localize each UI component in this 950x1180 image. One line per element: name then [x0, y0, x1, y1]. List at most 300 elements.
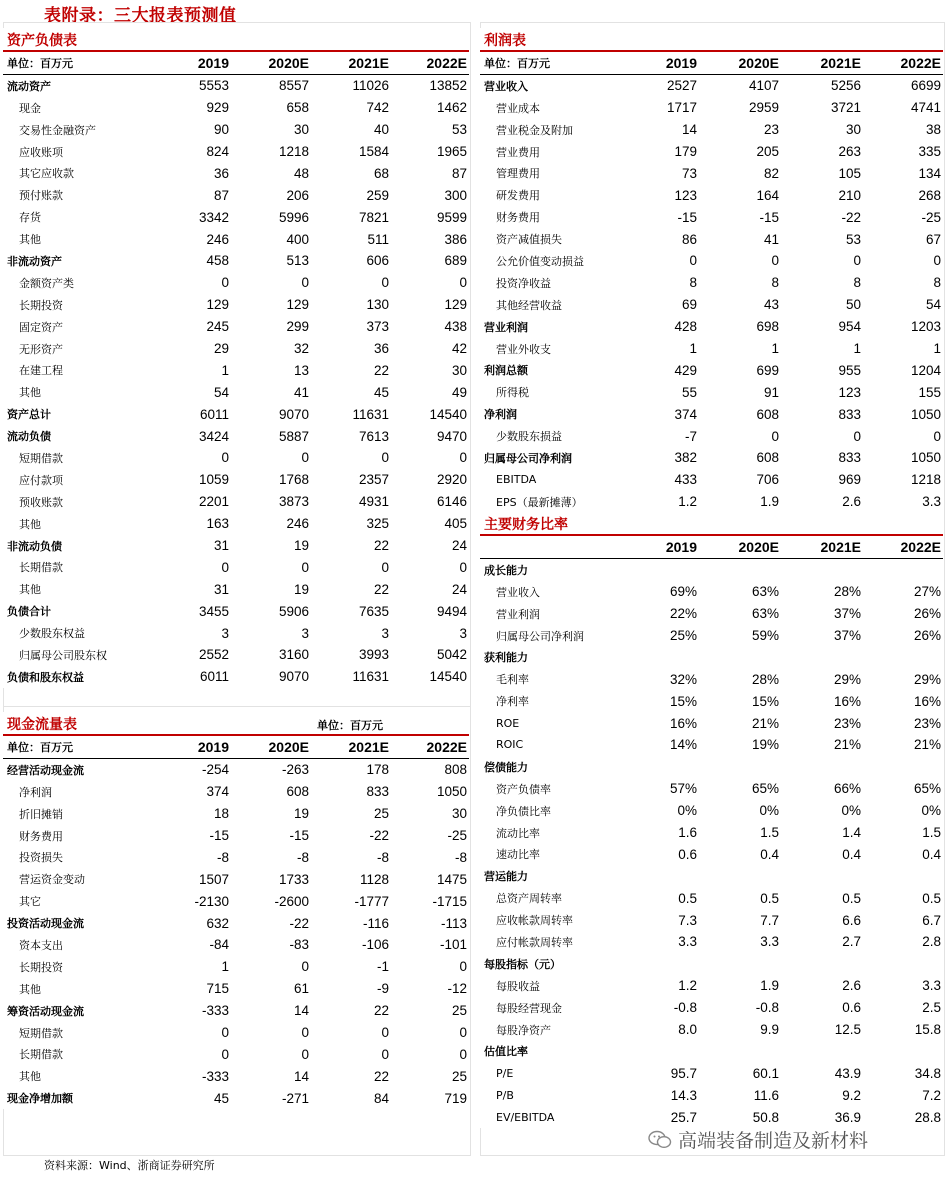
row-label: 归属母公司股东权 — [19, 648, 107, 662]
cell-value: 57% — [669, 781, 697, 797]
cell-value: 0.5 — [760, 890, 779, 906]
cell-value: 66% — [833, 781, 861, 797]
cell-value: 374 — [206, 784, 229, 800]
row-label: 营运能力 — [484, 870, 528, 884]
footer-source: 资料来源：Wind、浙商证券研究所 — [44, 1159, 215, 1172]
year-header: 2022E — [863, 52, 943, 74]
row-label: 总资产周转率 — [496, 892, 562, 906]
cell-value: 69% — [669, 584, 697, 600]
cell-value: 0 — [301, 959, 309, 975]
cell-value: 2.6 — [842, 978, 861, 994]
cell-value: 43 — [763, 297, 779, 313]
row-label: 其他 — [19, 517, 41, 531]
table-row — [480, 953, 943, 975]
cash-flow-title-bar — [3, 712, 469, 736]
table-row — [3, 403, 469, 425]
cell-value: 0 — [301, 1046, 309, 1062]
cell-value: 19 — [293, 581, 309, 597]
cell-value: 2.7 — [842, 934, 861, 950]
cell-value: 632 — [206, 915, 229, 931]
cell-value: -0.8 — [673, 1000, 697, 1016]
cell-value: 23% — [833, 715, 861, 731]
cell-value: 1.5 — [922, 825, 941, 841]
cell-value: 5042 — [436, 647, 467, 663]
table-row — [480, 491, 943, 513]
table-row — [480, 359, 943, 381]
row-label: 毛利率 — [496, 673, 529, 687]
cell-value: 19 — [293, 806, 309, 822]
cell-value: 30 — [451, 362, 467, 378]
cell-value: 0 — [301, 450, 309, 466]
table-row — [3, 228, 469, 250]
table-row — [3, 119, 469, 141]
cell-value: 245 — [206, 319, 229, 335]
table-row — [3, 491, 469, 513]
ratios-panel — [480, 512, 943, 1128]
cell-value: -101 — [439, 937, 467, 953]
table-row — [3, 381, 469, 403]
table-row — [480, 294, 943, 316]
row-label: 应付帐款周转率 — [496, 935, 573, 949]
table-row — [3, 934, 469, 956]
cell-value: 19% — [751, 737, 779, 753]
cell-value: -106 — [361, 937, 389, 953]
cell-value: 179 — [674, 144, 697, 159]
cell-value: 5553 — [198, 78, 229, 94]
cell-value: 2201 — [198, 494, 229, 510]
cell-value: 6011 — [199, 406, 229, 422]
cell-value: 22 — [373, 362, 389, 378]
table-row — [480, 162, 943, 184]
cell-value: 0% — [921, 803, 941, 819]
cell-value: 123 — [838, 384, 861, 400]
row-label: 资产负债率 — [496, 782, 551, 796]
income-panel — [480, 28, 943, 513]
cell-value: 0 — [301, 275, 309, 291]
cell-value: 3424 — [198, 428, 229, 444]
cell-value: 7635 — [358, 603, 389, 619]
cell-value — [699, 1040, 781, 1062]
table-row — [480, 316, 943, 338]
cell-value: 29% — [833, 671, 861, 687]
table-row — [480, 119, 943, 141]
cell-value: -2600 — [274, 893, 309, 909]
cell-value: 3721 — [830, 100, 861, 116]
cell-value: 37% — [833, 606, 861, 622]
cell-value: 1.9 — [760, 494, 779, 510]
cell-value: 0 — [301, 1025, 309, 1041]
row-label: 长期投资 — [19, 298, 63, 312]
cell-value: -12 — [447, 981, 467, 997]
table-row — [3, 825, 469, 847]
cell-value: 3160 — [278, 647, 309, 663]
table-row — [480, 668, 943, 690]
row-label: 净利润 — [19, 785, 52, 799]
cell-value: 2959 — [748, 100, 779, 116]
cell-value: -113 — [440, 915, 467, 931]
cell-value: 24 — [451, 581, 467, 597]
table-row — [480, 822, 943, 844]
table-row — [480, 447, 943, 469]
cell-value: 833 — [838, 450, 861, 466]
cell-value — [621, 865, 699, 887]
cell-value: 0 — [381, 1046, 389, 1062]
row-label: 短期借款 — [19, 1026, 63, 1040]
cell-value: 63% — [751, 584, 779, 600]
cash-flow-table — [3, 736, 469, 1109]
table-row — [3, 912, 469, 934]
cell-value: 14 — [681, 122, 697, 138]
cell-value: 373 — [366, 319, 389, 335]
cell-value: 405 — [444, 516, 467, 532]
cell-value — [781, 1040, 863, 1062]
year-header: 2020E — [699, 536, 781, 558]
cell-value: 1.5 — [760, 825, 779, 841]
cell-value — [621, 1040, 699, 1062]
row-label: 非流动资产 — [7, 254, 62, 268]
cell-value: 8 — [853, 275, 861, 291]
cell-value: 84 — [373, 1090, 389, 1106]
table-row — [480, 843, 943, 865]
cell-value: 1.6 — [678, 825, 697, 841]
cell-value: 0 — [853, 253, 861, 269]
cell-value: 429 — [674, 362, 697, 378]
cell-value: 28% — [751, 671, 779, 687]
row-label: 每股净资产 — [496, 1023, 551, 1037]
cell-value: 105 — [838, 165, 861, 181]
row-label: 其他经营收益 — [496, 298, 562, 312]
table-row — [3, 97, 469, 119]
cell-value: 34.8 — [914, 1065, 941, 1081]
table-row — [3, 846, 469, 868]
cell-value — [781, 865, 863, 887]
table-row — [3, 250, 469, 272]
cell-value: 8 — [933, 275, 941, 291]
cell-value: 1.9 — [760, 978, 779, 994]
cell-value: 699 — [756, 362, 779, 378]
cell-value: 129 — [444, 297, 467, 313]
cell-value: 134 — [918, 165, 941, 181]
table-row — [3, 425, 469, 447]
table-header-row — [3, 52, 469, 74]
cell-value: 15.8 — [914, 1022, 941, 1038]
year-header: 2020E — [231, 736, 311, 758]
cell-value: 21% — [913, 737, 941, 753]
cell-value: 458 — [206, 253, 229, 269]
row-label: 现金 — [19, 101, 41, 115]
table-row — [3, 1065, 469, 1087]
row-label: 筹资活动现金流 — [7, 1004, 84, 1018]
row-label: 交易性金融资产 — [19, 123, 96, 137]
cell-value: 268 — [918, 187, 941, 203]
cell-value: 5996 — [278, 209, 309, 225]
row-label: 其他 — [19, 233, 41, 247]
cell-value: 14.3 — [670, 1087, 697, 1103]
row-label: 资本支出 — [19, 938, 63, 952]
table-row — [480, 865, 943, 887]
cell-value: 9470 — [436, 428, 467, 444]
year-header: 2020E — [231, 52, 311, 74]
year-header: 2021E — [311, 736, 391, 758]
cell-value: 11026 — [352, 78, 389, 94]
cell-value: 1584 — [358, 144, 389, 159]
cell-value: 1218 — [278, 144, 309, 159]
row-label: 其他 — [19, 583, 41, 597]
table-row — [480, 206, 943, 228]
cell-value: -8 — [454, 849, 467, 865]
cell-value: 3 — [459, 625, 467, 641]
table-row — [3, 600, 469, 622]
cell-value: 1475 — [436, 871, 467, 887]
cell-value: 6011 — [199, 669, 229, 685]
row-label: ROE — [496, 716, 520, 730]
balance-sheet-table — [3, 52, 469, 688]
row-label: 其他 — [19, 386, 41, 400]
table-row — [480, 1040, 943, 1062]
row-label: 营运资金变动 — [19, 873, 85, 887]
balance-sheet-title: 资产负债表 — [7, 33, 77, 49]
cell-value: 1050 — [910, 406, 941, 422]
cell-value: 3 — [381, 625, 389, 641]
cell-value: 263 — [838, 144, 861, 159]
cell-value: 15% — [751, 693, 779, 709]
cell-value: 55 — [681, 384, 697, 400]
cell-value: 130 — [366, 297, 389, 313]
cell-value: 8 — [689, 275, 697, 291]
table-row — [3, 316, 469, 338]
row-label: EV/EBITDA — [496, 1110, 555, 1124]
table-row — [3, 803, 469, 825]
cell-value: 325 — [366, 516, 389, 532]
cell-value: 1204 — [910, 362, 941, 378]
cell-value: 11.6 — [753, 1087, 779, 1103]
cell-value: 91 — [763, 384, 779, 400]
row-label: 资产减值损失 — [496, 233, 562, 247]
income-title-bar — [480, 28, 943, 52]
cell-value: 9070 — [278, 406, 309, 422]
cell-value: 608 — [756, 406, 779, 422]
cell-value — [699, 558, 781, 580]
cell-value: 742 — [366, 100, 389, 116]
cell-value: 0 — [933, 253, 941, 269]
cell-value: 86 — [681, 231, 697, 247]
table-header-row — [480, 52, 943, 74]
cell-value: 2357 — [358, 472, 389, 488]
cell-value: 68 — [373, 165, 389, 181]
cell-value: 7.3 — [678, 912, 697, 928]
cell-value: 50.8 — [752, 1109, 779, 1125]
row-label: 长期投资 — [19, 960, 63, 974]
cell-value: 0.6 — [842, 1000, 861, 1016]
row-label: 营业收入 — [484, 79, 528, 93]
cell-value: 14540 — [429, 406, 467, 422]
cell-value: 929 — [206, 100, 229, 116]
cell-value: 0% — [677, 803, 697, 819]
table-row — [480, 338, 943, 360]
table-row — [480, 690, 943, 712]
cell-value: -8 — [296, 849, 309, 865]
cell-value: 21% — [751, 715, 779, 731]
cell-value: 1 — [853, 341, 861, 357]
cell-value: -15 — [759, 209, 779, 225]
cell-value: 3.3 — [760, 934, 779, 950]
unit-label: 单位：百万元 — [480, 52, 621, 74]
row-label: 净利率 — [496, 695, 529, 709]
cell-value: 129 — [286, 297, 309, 313]
row-label: 预付账款 — [19, 189, 63, 203]
cell-value: 87 — [451, 165, 467, 181]
ratios-title: 主要财务比率 — [484, 517, 568, 533]
cell-value: 706 — [756, 472, 779, 488]
cell-value: 13 — [293, 362, 309, 378]
row-label: 成长能力 — [484, 563, 528, 577]
cell-value: 0 — [459, 275, 467, 291]
cell-value: 6.6 — [842, 912, 861, 928]
cell-value: -25 — [447, 828, 467, 843]
cell-value: 54 — [925, 297, 941, 313]
cell-value: 969 — [838, 472, 861, 488]
table-row — [480, 97, 943, 119]
table-row — [3, 578, 469, 600]
cell-value: 54 — [213, 384, 229, 400]
row-label: 少数股东权益 — [19, 627, 85, 641]
cell-value — [621, 953, 699, 975]
cell-value: 45 — [373, 384, 389, 400]
cell-value: 4107 — [748, 78, 779, 94]
table-header-row — [480, 536, 943, 558]
cell-value: -333 — [201, 1003, 229, 1019]
cell-value: 0 — [689, 253, 697, 269]
row-label: 其他 — [19, 982, 41, 996]
cell-value — [863, 756, 943, 778]
cell-value: 1059 — [198, 472, 229, 488]
row-label: 营业收入 — [496, 585, 540, 599]
cell-value: 0 — [459, 1025, 467, 1041]
cell-value: 513 — [286, 253, 309, 269]
cell-value: 698 — [756, 319, 779, 335]
cell-value: -1777 — [354, 893, 389, 909]
cell-value: -84 — [209, 937, 229, 953]
cell-value — [781, 953, 863, 975]
table-row — [480, 1062, 943, 1084]
cell-value: 3.3 — [678, 934, 697, 950]
table-row — [3, 141, 469, 163]
cell-value: 25 — [451, 1068, 467, 1084]
cell-value: 1050 — [436, 784, 467, 800]
cell-value: 1717 — [666, 100, 697, 116]
ratios-table — [480, 536, 943, 1128]
cell-value: -333 — [201, 1068, 229, 1084]
row-label: 营业利润 — [496, 607, 540, 621]
table-row — [480, 909, 943, 931]
table-row — [3, 622, 469, 644]
table-row — [3, 868, 469, 890]
cell-value: -15 — [677, 209, 697, 225]
table-row — [480, 625, 943, 647]
cell-value: 1965 — [436, 144, 467, 159]
cell-value: 49 — [451, 384, 467, 400]
year-header: 2019 — [621, 536, 699, 558]
cell-value: 374 — [674, 406, 697, 422]
cell-value: 1733 — [278, 871, 309, 887]
cell-value: 36 — [373, 341, 389, 357]
income-table — [480, 52, 943, 513]
cell-value: 206 — [286, 187, 309, 203]
cell-value: -83 — [289, 937, 309, 953]
cell-value — [863, 953, 943, 975]
cell-value: 129 — [206, 297, 229, 313]
cell-value: -8 — [216, 849, 229, 865]
table-row — [3, 781, 469, 803]
row-label: 现金净增加额 — [7, 1092, 73, 1106]
cell-value: 1 — [221, 362, 229, 378]
table-row — [480, 734, 943, 756]
table-row — [480, 1019, 943, 1041]
cell-value: 21% — [833, 737, 861, 753]
cell-value: 16% — [833, 693, 861, 709]
cell-value: 0 — [853, 428, 861, 444]
cell-value: 16% — [913, 693, 941, 709]
cell-value: 29% — [913, 671, 941, 687]
cell-value: 3873 — [278, 494, 309, 510]
watermark — [648, 1126, 868, 1155]
cell-value: 0.4 — [842, 846, 861, 862]
table-row — [480, 272, 943, 294]
cell-value: 37% — [833, 628, 861, 643]
table-row — [3, 469, 469, 491]
cell-value: 1 — [221, 959, 229, 975]
row-label: ROIC — [496, 738, 524, 752]
cell-value: 8 — [771, 275, 779, 291]
cell-value: 3.3 — [922, 978, 941, 994]
cell-value: 67 — [925, 231, 941, 247]
cell-value — [621, 646, 699, 668]
row-label: 流动负债 — [7, 430, 51, 444]
year-header: 2019 — [155, 52, 231, 74]
row-label: 折旧摊销 — [19, 807, 63, 821]
table-row — [3, 956, 469, 978]
cell-value: 0 — [221, 450, 229, 466]
cell-value: 3 — [221, 625, 229, 641]
cell-value: -9 — [376, 981, 389, 997]
row-label: 管理费用 — [496, 167, 540, 181]
row-label: 归属母公司净利润 — [496, 629, 584, 643]
table-row — [480, 403, 943, 425]
table-row — [480, 712, 943, 734]
row-label: 速动比率 — [496, 848, 540, 862]
cell-value: 246 — [286, 516, 309, 532]
cell-value: 22 — [373, 581, 389, 597]
cell-value — [699, 646, 781, 668]
cell-value: 164 — [756, 187, 779, 203]
cell-value: 11631 — [352, 669, 389, 685]
cell-value: 61 — [293, 981, 309, 997]
row-label: 营业外收支 — [496, 342, 551, 356]
table-row — [480, 646, 943, 668]
cell-value: 1128 — [359, 871, 389, 887]
table-row — [3, 447, 469, 469]
row-label: 应收帐款周转率 — [496, 914, 573, 928]
cell-value: 155 — [918, 384, 941, 400]
cell-value: 9070 — [278, 669, 309, 685]
cell-value: 0 — [221, 559, 229, 575]
table-row — [3, 74, 469, 96]
cell-value — [863, 558, 943, 580]
cell-value: 2.8 — [922, 934, 941, 950]
cell-value: 0 — [221, 1046, 229, 1062]
cell-value: 955 — [838, 362, 861, 378]
cell-value — [621, 558, 699, 580]
